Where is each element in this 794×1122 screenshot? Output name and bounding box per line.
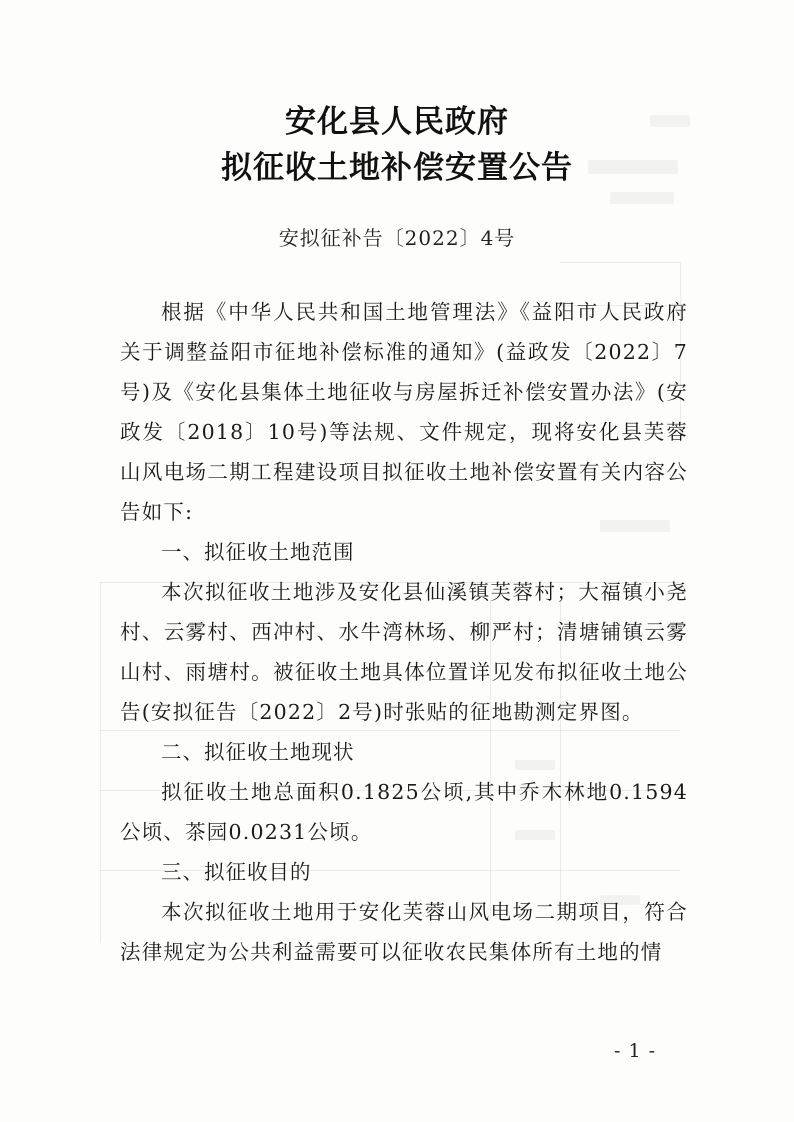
section2-heading: 二、拟征收土地现状 [161, 740, 355, 764]
document-number: 安拟征补告〔2022〕4号 [278, 226, 516, 250]
section3-heading: 三、拟征收目的 [161, 860, 312, 884]
section1-paragraph: 本次拟征收土地涉及安化县仙溪镇芙蓉村；大福镇小尧村、云雾村、西冲村、水牛湾林场、柳严村；清塘铺镇云雾山村、雨塘村。被征收土地具体位置详见发布拟征收土地公告(安拟征告〔2022〕2号)时张贴的征地勘测定界图。 [120, 580, 688, 724]
page-number: - 1 - [614, 1040, 657, 1062]
section3-paragraph: 本次拟征收土地用于安化芙蓉山风电场二期项目，符合法律规定为公共利益需要可以征收农民集体所有土地的情 [120, 900, 688, 964]
document-title-line2: 拟征收土地补偿安置公告 [221, 150, 573, 186]
section2-paragraph: 拟征收土地总面积0.1825公顷,其中乔木林地0.1594公顷、茶园0.0231公顷。 [120, 780, 688, 844]
intro-paragraph: 根据《中华人民共和国土地管理法》《益阳市人民政府关于调整益阳市征地补偿标准的通知》(益政发〔2022〕7号)及《安化县集体土地征收与房屋拆迁补偿安置办法》(安政发〔2018〕10号)等法规、文件规定，现将安化县芙蓉山风电场二期工程建设项目拟征收土地补偿安置有关内容公告如下: [120, 300, 688, 524]
section1-heading: 一、拟征收土地范围 [161, 540, 355, 564]
document-body [120, 292, 688, 972]
document-title-line1: 安化县人民政府 [285, 104, 509, 140]
